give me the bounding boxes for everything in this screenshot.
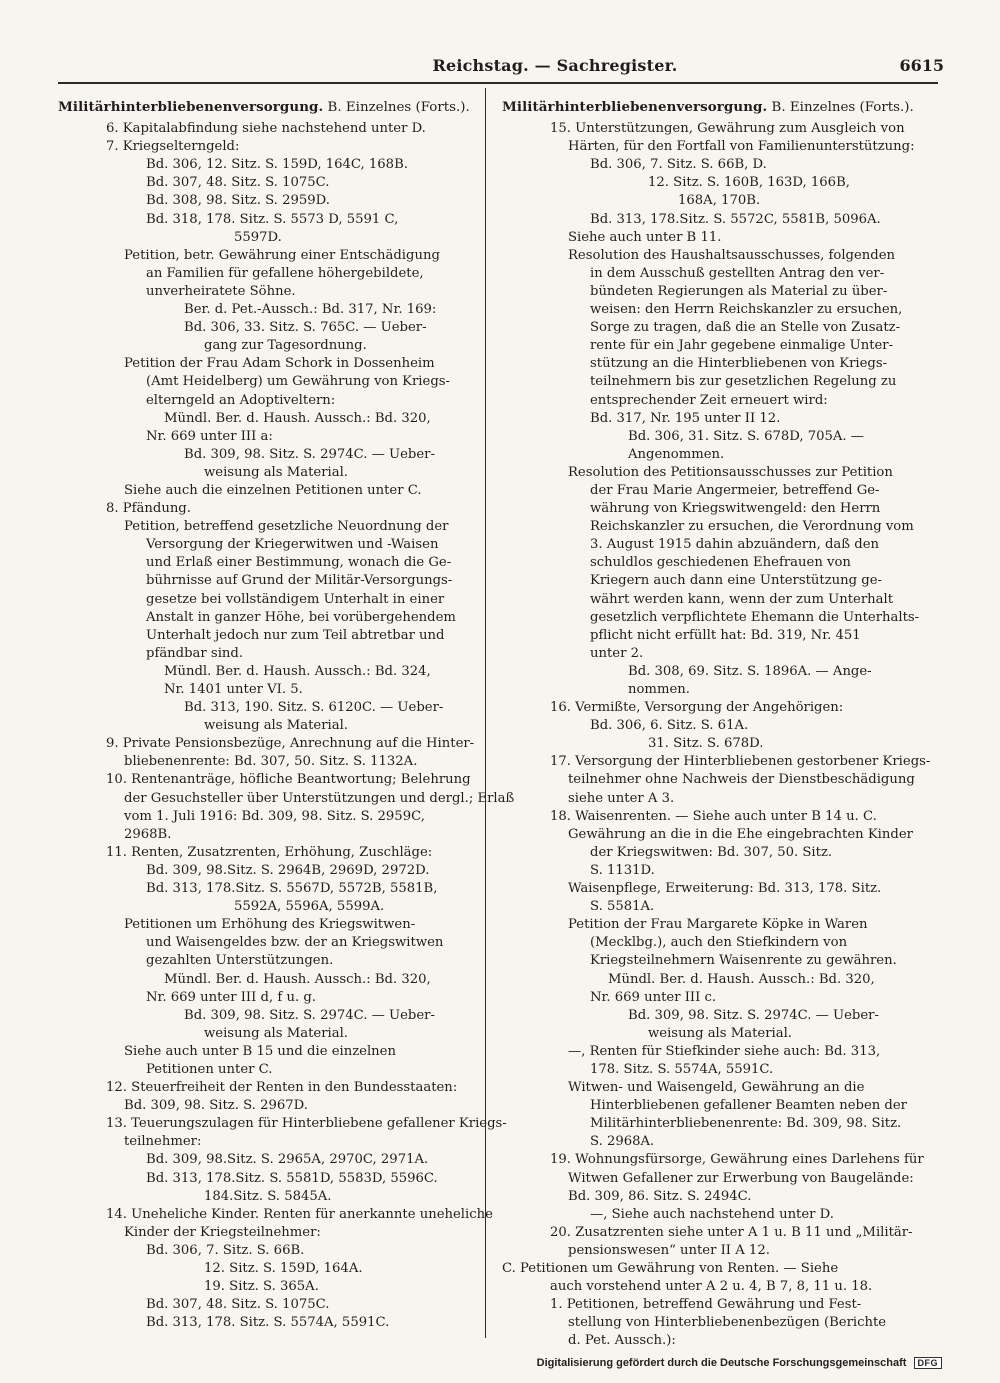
index-line: (Mecklbg.), auch den Stiefkindern von: [590, 935, 848, 951]
index-line: Bd. 306, 7. Sitz. S. 66B, D.: [590, 157, 767, 173]
index-line: Petition der Frau Margarete Köpke in Waren: [568, 917, 868, 933]
index-line: pensionswesen“ unter II A 12.: [568, 1242, 770, 1258]
index-line: gang zur Tagesordnung.: [204, 338, 367, 354]
right-heading-keyword: Militärhinterbliebenenversorgung.: [502, 99, 768, 115]
index-line: S. 5581A.: [590, 899, 655, 915]
index-line: währung von Kriegswitwengeld: den Herrn: [590, 501, 881, 517]
index-line: Versorgung der Kriegerwitwen und -Waisen: [146, 537, 439, 553]
index-line: gesetze bei vollständigem Unterhalt in einer: [146, 591, 445, 607]
index-line: Bd. 309, 98. Sitz. S. 2974C. — Ueber-: [184, 446, 435, 462]
index-line: Petition, betr. Gewährung einer Entschädigung: [124, 247, 440, 263]
index-line: S. 1131D.: [590, 862, 655, 878]
index-line: 12. Sitz. S. 160B, 163D, 166B,: [648, 175, 850, 191]
index-line: siehe unter A 3.: [568, 790, 675, 806]
index-line: 6. Kapitalabfindung siehe nachstehend unter D.: [106, 121, 426, 137]
index-line: 15. Unterstützungen, Gewährung zum Ausgleich von: [550, 121, 905, 137]
index-line: stützung an die Hinterbliebenen von Kriegs-: [590, 356, 888, 372]
index-line: Bd. 306, 12. Sitz. S. 159D, 164C, 168B.: [146, 157, 408, 173]
index-line: Ber. d. Pet.-Aussch.: Bd. 317, Nr. 169:: [184, 302, 437, 318]
index-line: auch vorstehend unter A 2 u. 4, B 7, 8, 11 u. 18.: [550, 1279, 873, 1295]
index-line: Mündl. Ber. d. Haush. Aussch.: Bd. 324,: [164, 663, 431, 679]
right-column-entries: [502, 120, 931, 1350]
index-line: 17. Versorgung der Hinterbliebenen gestorbener Kriegs-: [550, 754, 931, 770]
index-line: Bd. 309, 98. Sitz. S. 2967D.: [124, 1098, 308, 1114]
index-line: —, Siehe auch nachstehend unter D.: [590, 1206, 834, 1222]
index-line: Bd. 306, 7. Sitz. S. 66B.: [146, 1242, 305, 1258]
index-line: teilnehmern bis zur gesetzlichen Regelung zu: [590, 374, 897, 390]
index-line: der Kriegswitwen: Bd. 307, 50. Sitz.: [590, 844, 833, 860]
index-line: 18. Waisenrenten. — Siehe auch unter B 14 u. C.: [550, 808, 877, 824]
left-heading-keyword: Militärhinterbliebenenversorgung.: [58, 99, 324, 115]
index-line: 10. Rentenanträge, höfliche Beantwortung; Belehrung: [106, 772, 471, 788]
index-line: Petitionen um Erhöhung des Kriegswitwen-: [124, 917, 416, 933]
index-line: weisung als Material.: [204, 464, 349, 480]
index-line: Bd. 313, 190. Sitz. S. 6120C. — Ueber-: [184, 700, 444, 716]
index-line: unter 2.: [590, 645, 644, 661]
index-line: nommen.: [628, 682, 690, 697]
index-line: 12. Sitz. S. 159D, 164A.: [204, 1261, 363, 1276]
index-line: währt werden kann, wenn der zum Unterhalt: [590, 591, 894, 607]
index-line: Nr. 669 unter III d, f u. g.: [146, 989, 316, 1005]
index-line: pflicht nicht erfüllt hat: Bd. 319, Nr. 451: [590, 627, 861, 643]
index-line: 31. Sitz. S. 678D.: [648, 736, 764, 752]
index-line: 168A, 170B.: [678, 193, 761, 209]
index-line: Bd. 306, 31. Sitz. S. 678D, 705A. —: [628, 428, 864, 444]
index-line: Mündl. Ber. d. Haush. Aussch.: Bd. 320,: [164, 410, 431, 426]
index-line: gesetzlich verpflichtete Ehemann die Unterhalts-: [590, 609, 920, 625]
index-line: Härten, für den Fortfall von Familienunterstützung:: [568, 139, 915, 155]
index-line: Bd. 318, 178. Sitz. S. 5573 D, 5591 C,: [146, 211, 399, 227]
index-line: Hinterbliebenen gefallener Beamten neben der: [590, 1098, 907, 1114]
index-line: Bd. 309, 86. Sitz. S. 2494C.: [568, 1188, 752, 1204]
right-column-heading: [502, 98, 918, 117]
index-line: Bd. 308, 98. Sitz. S. 2959D.: [146, 193, 330, 209]
running-title: Reichstag. — Sachregister.: [432, 56, 678, 75]
index-line: der Frau Marie Angermeier, betreffend Ge-: [590, 482, 880, 498]
index-line: unverheiratete Söhne.: [146, 283, 296, 299]
index-line: Siehe auch die einzelnen Petitionen unter C.: [124, 482, 422, 498]
index-line: Bd. 313, 178.Sitz. S. 5581D, 5583D, 5596C.: [146, 1170, 438, 1186]
index-line: 12. Steuerfreiheit der Renten in den Bundesstaaten:: [106, 1080, 458, 1096]
index-line: 2968B.: [124, 826, 172, 842]
index-line: vom 1. Juli 1916: Bd. 309, 98. Sitz. S. 2959C,: [124, 808, 425, 824]
index-line: Unterhalt jedoch nur zum Teil abtretbar und: [146, 627, 445, 643]
index-line: rente für ein Jahr gegebene einmalige Unter-: [590, 338, 894, 354]
index-line: 178. Sitz. S. 5574A, 5591C.: [590, 1061, 774, 1077]
index-line: Resolution des Petitionsausschusses zur Petition: [568, 464, 893, 480]
index-line: der Gesuchsteller über Unterstützungen und dergl.; Erlaß: [124, 790, 515, 806]
index-line: Nr. 669 unter III a:: [146, 428, 273, 444]
index-line: weisung als Material.: [648, 1025, 793, 1041]
index-line: Nr. 1401 unter VI. 5.: [164, 682, 303, 697]
index-line: elterngeld an Adoptiveltern:: [146, 392, 336, 408]
page-number: 6615: [899, 56, 944, 75]
index-line: und Waisengeldes bzw. der an Kriegswitwen: [146, 935, 444, 951]
index-line: 3. August 1915 dahin abzuändern, daß den: [590, 537, 880, 553]
index-line: 11. Renten, Zusatzrenten, Erhöhung, Zuschläge:: [106, 844, 433, 860]
index-line: 184.Sitz. S. 5845A.: [204, 1188, 332, 1204]
index-line: teilnehmer ohne Nachweis der Dienstbeschädigung: [568, 772, 915, 788]
index-line: Bd. 309, 98.Sitz. S. 2965A, 2970C, 2971A.: [146, 1152, 429, 1168]
index-line: Bd. 308, 69. Sitz. S. 1896A. — Ange-: [628, 663, 872, 679]
index-line: 8. Pfändung.: [106, 501, 191, 517]
index-line: Bd. 313, 178.Sitz. S. 5567D, 5572B, 5581B,: [146, 881, 438, 897]
index-line: bliebenenrente: Bd. 307, 50. Sitz. S. 1132A.: [124, 754, 418, 770]
index-line: 9. Private Pensionsbezüge, Anrechnung auf die Hinter-: [106, 736, 475, 752]
index-line: Bd. 313, 178.Sitz. S. 5572C, 5581B, 5096A.: [590, 211, 881, 227]
index-line: Bd. 309, 98.Sitz. S. 2964B, 2969D, 2972D.: [146, 862, 430, 878]
index-line: Witwen- und Waisengeld, Gewährung an die: [568, 1080, 865, 1096]
right-heading-section: B. Einzelnes (Forts.).: [767, 100, 914, 115]
index-line: Angenommen.: [628, 446, 725, 462]
index-line: Gewährung an die in die Ehe eingebrachten Kinder: [568, 826, 913, 842]
index-line: weisung als Material.: [204, 718, 349, 734]
column-divider: [485, 88, 486, 1338]
index-line: teilnehmer:: [124, 1134, 202, 1150]
index-line: Reichskanzler zu ersuchen, die Verordnung vom: [590, 519, 914, 535]
header-rule: [58, 82, 938, 84]
index-line: Resolution des Haushaltsausschusses, folgenden: [568, 247, 896, 263]
index-line: 14. Uneheliche Kinder. Renten für anerkannte uneheliche: [106, 1206, 493, 1222]
left-heading-section: B. Einzelnes (Forts.).: [323, 100, 470, 115]
index-line: (Amt Heidelberg) um Gewährung von Kriegs-: [146, 374, 450, 390]
index-line: S. 2968A.: [590, 1134, 655, 1150]
index-line: Kriegsteilnehmern Waisenrente zu gewähren.: [590, 953, 897, 969]
left-column: [58, 98, 515, 1332]
index-line: weisen: den Herrn Reichskanzler zu ersuchen,: [590, 302, 903, 318]
index-line: Waisenpflege, Erweiterung: Bd. 313, 178. Sitz.: [568, 881, 882, 897]
index-line: Bd. 306, 6. Sitz. S. 61A.: [590, 718, 749, 734]
index-line: pfändbar sind.: [146, 645, 244, 661]
footer-credit: Digitalisierung gefördert durch die Deutsche Forschungsgemeinschaft: [536, 1357, 907, 1369]
footer: [537, 1357, 942, 1369]
index-line: 19. Wohnungsfürsorge, Gewährung eines Darlehens für: [550, 1152, 924, 1168]
index-line: Militärhinterbliebenenrente: Bd. 309, 98. Sitz.: [590, 1116, 902, 1132]
index-line: —, Renten für Stiefkinder siehe auch: Bd. 313,: [568, 1043, 881, 1059]
index-line: in dem Ausschuß gestellten Antrag den ver-: [590, 265, 885, 281]
index-line: Bd. 317, Nr. 195 unter II 12.: [590, 410, 781, 426]
index-line: schuldlos geschiedenen Ehefrauen von: [590, 555, 851, 571]
index-line: 7. Kriegselterngeld:: [106, 139, 240, 155]
index-line: gezahlten Unterstützungen.: [146, 953, 334, 969]
index-line: 19. Sitz. S. 365A.: [204, 1279, 319, 1295]
index-line: Bd. 309, 98. Sitz. S. 2974C. — Ueber-: [628, 1007, 879, 1023]
left-column-entries: [58, 120, 515, 1332]
index-line: Bd. 307, 48. Sitz. S. 1075C.: [146, 175, 330, 191]
index-line: 20. Zusatzrenten siehe unter A 1 u. B 11 und „Militär-: [550, 1224, 913, 1240]
dfg-logo: DFG: [914, 1357, 943, 1369]
index-line: Petition der Frau Adam Schork in Dossenheim: [124, 356, 435, 372]
index-line: Anstalt in ganzer Höhe, bei vorübergehendem: [146, 609, 456, 625]
index-line: Mündl. Ber. d. Haush. Aussch.: Bd. 320,: [164, 971, 431, 987]
index-line: Petition, betreffend gesetzliche Neuordnung der: [124, 519, 449, 535]
index-line: Bd. 309, 98. Sitz. S. 2974C. — Ueber-: [184, 1007, 435, 1023]
index-line: 16. Vermißte, Versorgung der Angehörigen:: [550, 700, 844, 716]
index-line: Nr. 669 unter III c.: [590, 989, 717, 1005]
index-line: Siehe auch unter B 11.: [568, 229, 722, 245]
index-line: und Erlaß einer Bestimmung, wonach die Ge-: [146, 555, 452, 571]
index-line: Witwen Gefallener zur Erwerbung von Baugelände:: [568, 1170, 914, 1186]
index-line: Petitionen unter C.: [146, 1061, 273, 1077]
index-line: bührnisse auf Grund der Militär-Versorgungs-: [146, 573, 453, 589]
left-column-heading: [58, 98, 474, 117]
index-line: entsprechender Zeit erneuert wird:: [590, 392, 828, 408]
index-line: Mündl. Ber. d. Haush. Aussch.: Bd. 320,: [608, 971, 875, 987]
right-column: [502, 98, 931, 1350]
index-line: Bd. 313, 178. Sitz. S. 5574A, 5591C.: [146, 1315, 390, 1331]
index-line: weisung als Material.: [204, 1025, 349, 1041]
index-line: 1. Petitionen, betreffend Gewährung und Fest-: [550, 1297, 862, 1313]
index-line: bündeten Regierungen als Material zu über-: [590, 283, 888, 299]
index-line: 13. Teuerungszulagen für Hinterbliebene gefallener Kriegs-: [106, 1116, 507, 1132]
index-line: Sorge zu tragen, daß die an Stelle von Zusatz-: [590, 320, 901, 336]
index-line: d. Pet. Aussch.):: [568, 1333, 676, 1349]
index-line: 5592A, 5596A, 5599A.: [234, 899, 385, 915]
index-line: Bd. 307, 48. Sitz. S. 1075C.: [146, 1297, 330, 1313]
index-line: C. Petitionen um Gewährung von Renten. — Siehe: [502, 1261, 839, 1276]
index-line: stellung von Hinterbliebenenbezügen (Berichte: [568, 1315, 887, 1331]
index-line: Kinder der Kriegsteilnehmer:: [124, 1224, 321, 1240]
index-line: Siehe auch unter B 15 und die einzelnen: [124, 1043, 396, 1059]
index-line: Bd. 306, 33. Sitz. S. 765C. — Ueber-: [184, 320, 427, 336]
index-line: Kriegern auch dann eine Unterstützung ge-: [590, 573, 882, 589]
index-line: an Familien für gefallene höhergebildete,: [146, 265, 424, 281]
index-line: 5597D.: [234, 229, 282, 245]
